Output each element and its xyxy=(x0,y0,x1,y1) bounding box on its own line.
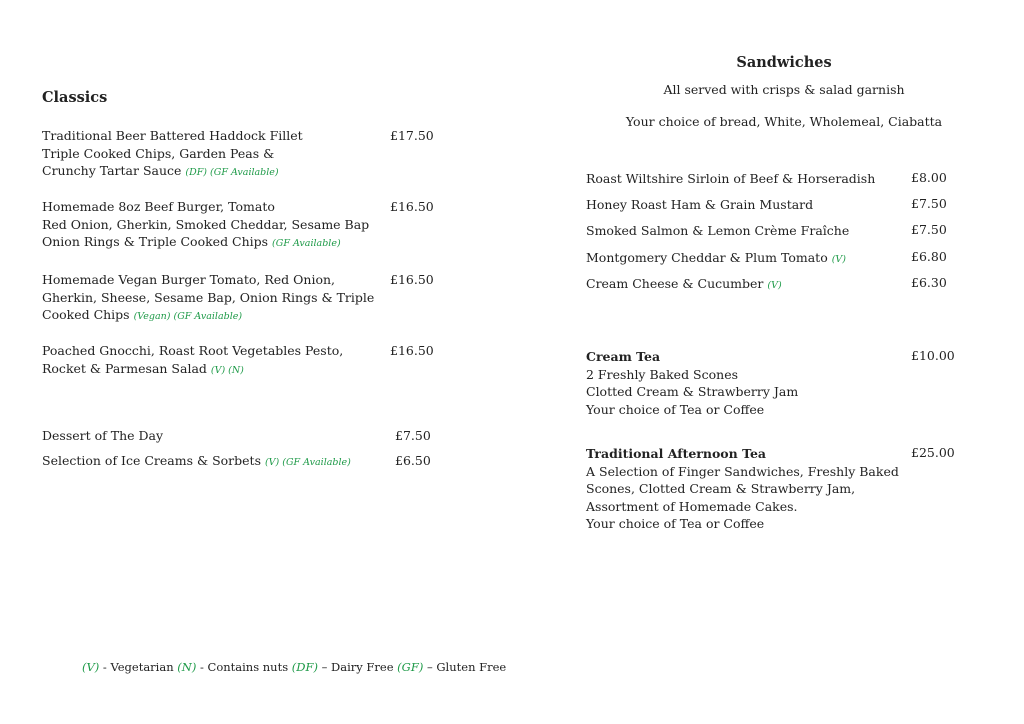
sandwiches-subtitle: All served with crisps & salad garnish xyxy=(663,82,905,97)
legend-df: (DF) xyxy=(291,660,318,674)
sandwich-item-cheddar: Montgomery Cheddar & Plum Tomato (V) xyxy=(586,250,846,265)
legend-v: (V) xyxy=(82,660,100,674)
sandwich-item-salmon: Smoked Salmon & Lemon Crème Fraîche xyxy=(586,223,850,238)
item-line: Homemade Vegan Burger Tomato, Red Onion, xyxy=(42,272,335,287)
dietary-tags: (V) xyxy=(767,280,782,291)
item-line: Traditional Beer Battered Haddock Fillet xyxy=(42,128,303,143)
sandwich-item-beef: Roast Wiltshire Sirloin of Beef & Horseradish xyxy=(586,171,876,186)
menu-item-vegan-burger xyxy=(42,271,392,326)
price-cream-tea: £10.00 xyxy=(911,348,955,363)
price-ice-creams: £6.50 xyxy=(395,453,431,468)
item-line: Cooked Chips (Vegan) (GF Available) xyxy=(42,307,243,322)
dietary-tags: (V) (GF Available) xyxy=(264,457,351,468)
menu-item-ice-creams: Selection of Ice Creams & Sorbets (V) (GF Available) xyxy=(42,453,351,468)
legend-n: (N) xyxy=(177,660,197,674)
afternoon-tea-title: Traditional Afternoon Tea xyxy=(586,446,767,461)
item-line: Triple Cooked Chips, Garden Peas & xyxy=(42,145,275,161)
dietary-tags: (V) xyxy=(831,254,846,265)
price-vegan-burger: £16.50 xyxy=(390,272,434,287)
cream-tea-line: Your choice of Tea or Coffee xyxy=(586,401,765,417)
menu-item-beef-burger xyxy=(42,198,392,253)
price-sandwich-salmon: £7.50 xyxy=(911,222,947,237)
item-line: Gherkin, Sheese, Sesame Bap, Onion Rings & Triple xyxy=(42,289,375,305)
item-line: Onion Rings & Triple Cooked Chips (GF Available) xyxy=(42,234,341,249)
dietary-tags: (DF) (GF Available) xyxy=(185,167,279,178)
sandwiches-heading: Sandwiches xyxy=(736,54,832,71)
menu-item-dessert-of-the-day: Dessert of The Day xyxy=(42,428,164,443)
cream-tea-line: 2 Freshly Baked Scones xyxy=(586,366,739,382)
afternoon-tea-line: Your choice of Tea or Coffee xyxy=(586,516,765,531)
sandwich-item-ham: Honey Roast Ham & Grain Mustard xyxy=(586,197,814,212)
afternoon-tea-line: A Selection of Finger Sandwiches, Freshly Baked xyxy=(586,463,899,479)
dietary-tags: (GF Available) xyxy=(272,238,341,249)
price-sandwich-cheddar: £6.80 xyxy=(911,249,947,264)
price-afternoon-tea: £25.00 xyxy=(911,445,955,460)
afternoon-tea-line: Assortment of Homemade Cakes. xyxy=(586,498,798,514)
price-dessert-of-the-day: £7.50 xyxy=(395,428,431,443)
menu-item-haddock xyxy=(42,127,392,182)
cream-tea-title: Cream Tea xyxy=(586,349,661,364)
classics-heading: Classics xyxy=(42,89,108,106)
item-line: Homemade 8oz Beef Burger, Tomato xyxy=(42,199,275,214)
dietary-tags: (V) (N) xyxy=(210,364,244,376)
item-line: Red Onion, Gherkin, Smoked Cheddar, Sesame Bap xyxy=(42,216,370,232)
legend-gf: (GF) xyxy=(397,660,424,674)
price-sandwich-cream-cheese: £6.30 xyxy=(911,275,947,290)
dietary-tags: (Vegan) (GF Available) xyxy=(133,311,243,322)
item-line: Poached Gnocchi, Roast Root Vegetables Pesto, xyxy=(42,343,344,358)
price-beef-burger: £16.50 xyxy=(390,199,434,214)
item-line: Rocket & Parmesan Salad (V) (N) xyxy=(42,360,244,376)
afternoon-tea-section xyxy=(586,445,906,533)
price-sandwich-ham: £7.50 xyxy=(911,196,947,211)
price-haddock: £17.50 xyxy=(390,128,434,143)
dietary-legend: (V) - Vegetarian (N) - Contains nuts (DF) – Dairy Free (GF) – Gluten Free xyxy=(82,660,507,674)
bread-choice-note: Your choice of bread, White, Wholemeal, Ciabatta xyxy=(625,114,943,129)
price-gnocchi: £16.50 xyxy=(390,343,434,358)
afternoon-tea-line: Scones, Clotted Cream & Strawberry Jam, xyxy=(586,481,856,496)
menu-item-gnocchi xyxy=(42,342,392,379)
cream-tea-line: Clotted Cream & Strawberry Jam xyxy=(586,384,799,399)
item-line: Crunchy Tartar Sauce (DF) (GF Available) xyxy=(42,163,279,178)
cream-tea-section xyxy=(586,348,906,418)
sandwich-item-cream-cheese: Cream Cheese & Cucumber (V) xyxy=(586,276,782,291)
price-sandwich-beef: £8.00 xyxy=(911,170,947,185)
